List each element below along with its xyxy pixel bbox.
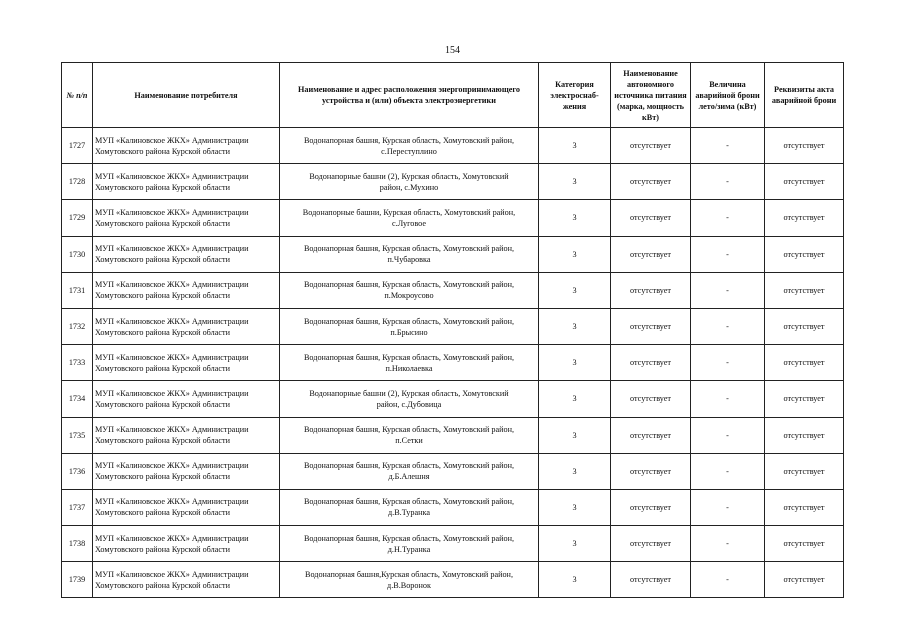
object-line: район, с.Мухино	[379, 182, 439, 192]
table-row	[62, 345, 844, 381]
reserve-cell: -	[691, 200, 765, 236]
category-cell: 3	[539, 345, 611, 381]
object-line: д.Н.Туранка	[387, 544, 431, 554]
table-row	[62, 417, 844, 453]
object-line: Водонапорная башня,Курская область, Хомутовский район,	[304, 569, 513, 579]
consumer-line: МУП «Калиновское ЖКХ» Администрации	[95, 135, 249, 145]
source-cell: отсутствует	[611, 128, 691, 164]
reserve-cell: -	[691, 417, 765, 453]
act-cell: отсутствует	[765, 417, 844, 453]
table-row	[62, 526, 844, 562]
source-cell: отсутствует	[611, 272, 691, 308]
object-line: д.Б.Алешня	[388, 472, 430, 482]
category-cell: 3	[539, 236, 611, 272]
consumer-line: Хомутовского района Курской области	[95, 182, 230, 192]
object-cell	[280, 489, 539, 525]
act-cell: отсутствует	[765, 526, 844, 562]
object-line: Водонапорная башня, Курская область, Хомутовский район,	[303, 316, 515, 326]
object-cell	[280, 272, 539, 308]
page-number: 154	[445, 45, 460, 56]
consumer-line: МУП «Калиновское ЖКХ» Администрации	[95, 497, 249, 507]
act-cell: отсутствует	[765, 128, 844, 164]
object-line: Водонапорная башня, Курская область, Хомутовский район,	[303, 533, 515, 543]
object-line: с.Луговое	[391, 218, 426, 228]
category-cell: 3	[539, 308, 611, 344]
object-line: п.Чубаровка	[387, 255, 431, 265]
table-body	[62, 128, 844, 598]
table-row	[62, 453, 844, 489]
object-line: район, с.Дубовица	[376, 399, 442, 409]
header-act: Реквизиты акта аварийной брони	[765, 63, 844, 128]
row-number: 1732	[62, 308, 93, 344]
reserve-cell: -	[691, 128, 765, 164]
table-row	[62, 128, 844, 164]
header-consumer: Наименование потребителя	[93, 63, 280, 128]
act-cell: отсутствует	[765, 345, 844, 381]
source-cell: отсутствует	[611, 164, 691, 200]
consumer-cell	[93, 308, 280, 344]
object-line: п.Брысино	[390, 327, 428, 337]
object-cell	[280, 128, 539, 164]
reserve-cell: -	[691, 236, 765, 272]
row-number: 1738	[62, 526, 93, 562]
source-cell: отсутствует	[611, 308, 691, 344]
reserve-cell: -	[691, 526, 765, 562]
category-cell: 3	[539, 489, 611, 525]
object-cell	[280, 345, 539, 381]
row-number: 1739	[62, 562, 93, 598]
consumer-cell	[93, 236, 280, 272]
reserve-cell: -	[691, 164, 765, 200]
consumer-line: Хомутовского района Курской области	[95, 291, 230, 301]
reserve-cell: -	[691, 453, 765, 489]
consumer-line: Хомутовского района Курской области	[95, 544, 230, 554]
category-cell: 3	[539, 417, 611, 453]
consumer-line: МУП «Калиновское ЖКХ» Администрации	[95, 425, 249, 435]
consumer-line: Хомутовского района Курской области	[95, 218, 230, 228]
reserve-cell: -	[691, 345, 765, 381]
row-number: 1730	[62, 236, 93, 272]
consumer-cell	[93, 272, 280, 308]
reserve-cell: -	[691, 381, 765, 417]
consumer-line: МУП «Калиновское ЖКХ» Администрации	[95, 569, 249, 579]
act-cell: отсутствует	[765, 308, 844, 344]
reserve-cell: -	[691, 272, 765, 308]
object-cell	[280, 200, 539, 236]
consumer-line: МУП «Калиновское ЖКХ» Администрации	[95, 207, 249, 217]
act-cell: отсутствует	[765, 453, 844, 489]
object-line: Водонапорная башня, Курская область, Хомутовский район,	[303, 280, 515, 290]
object-cell	[280, 526, 539, 562]
table-row	[62, 236, 844, 272]
row-number: 1731	[62, 272, 93, 308]
row-number: 1729	[62, 200, 93, 236]
header-row	[62, 63, 844, 128]
reserve-cell: -	[691, 308, 765, 344]
table-row	[62, 308, 844, 344]
consumer-cell	[93, 200, 280, 236]
header-category: Категория электроснаб-жения	[539, 63, 611, 128]
consumer-line: Хомутовского района Курской области	[95, 436, 230, 446]
consumer-cell	[93, 526, 280, 562]
consumer-line: МУП «Калиновское ЖКХ» Администрации	[95, 533, 249, 543]
act-cell: отсутствует	[765, 236, 844, 272]
object-line: Водонапорная башня, Курская область, Хомутовский район,	[303, 461, 515, 471]
consumer-cell	[93, 128, 280, 164]
table-row	[62, 164, 844, 200]
category-cell: 3	[539, 526, 611, 562]
object-cell	[280, 236, 539, 272]
consumer-line: Хомутовского района Курской области	[95, 363, 230, 373]
object-line: Водонапорная башня, Курская область, Хомутовский район,	[303, 497, 515, 507]
object-line: Водонапорная башня, Курская область, Хомутовский район,	[303, 425, 515, 435]
object-line: Водонапорные башни (2), Курская область, Хомутовский	[309, 171, 509, 181]
consumer-cell	[93, 345, 280, 381]
table-row	[62, 272, 844, 308]
category-cell: 3	[539, 128, 611, 164]
source-cell: отсутствует	[611, 562, 691, 598]
object-line: п.Мокроусово	[384, 291, 434, 301]
header-source: Наименование автономного источника питания (марка, мощность кВт)	[611, 63, 691, 128]
object-cell	[280, 381, 539, 417]
object-cell	[280, 453, 539, 489]
table-row	[62, 381, 844, 417]
consumer-line: Хомутовского района Курской области	[95, 146, 230, 156]
object-cell	[280, 562, 539, 598]
consumer-cell	[93, 381, 280, 417]
source-cell: отсутствует	[611, 453, 691, 489]
category-cell: 3	[539, 200, 611, 236]
consumer-line: Хомутовского района Курской области	[95, 508, 230, 518]
object-line: д.В.Туранка	[387, 508, 430, 518]
row-number: 1734	[62, 381, 93, 417]
reserve-cell: -	[691, 489, 765, 525]
consumer-cell	[93, 417, 280, 453]
act-cell: отсутствует	[765, 381, 844, 417]
header-no: № п/п	[62, 63, 93, 128]
act-cell: отсутствует	[765, 164, 844, 200]
header-object: Наименование и адрес расположения энергопринимающего устройства и (или) объекта электроэнергетики	[280, 63, 539, 128]
table-row	[62, 489, 844, 525]
object-line: п.Николаевка	[385, 363, 433, 373]
category-cell: 3	[539, 272, 611, 308]
consumer-line: Хомутовского района Курской области	[95, 580, 230, 590]
source-cell: отсутствует	[611, 236, 691, 272]
row-number: 1728	[62, 164, 93, 200]
emergency-reserve-table	[61, 62, 844, 598]
category-cell: 3	[539, 562, 611, 598]
object-cell	[280, 308, 539, 344]
consumer-line: МУП «Калиновское ЖКХ» Администрации	[95, 244, 249, 254]
act-cell: отсутствует	[765, 562, 844, 598]
object-line: с.Переступлино	[381, 146, 437, 156]
row-number: 1737	[62, 489, 93, 525]
consumer-line: МУП «Калиновское ЖКХ» Администрации	[95, 352, 249, 362]
object-line: п.Сетки	[395, 436, 423, 446]
object-cell	[280, 164, 539, 200]
consumer-line: Хомутовского района Курской области	[95, 255, 230, 265]
source-cell: отсутствует	[611, 526, 691, 562]
object-cell	[280, 417, 539, 453]
object-line: Водонапорная башня, Курская область, Хомутовский район,	[303, 135, 515, 145]
act-cell: отсутствует	[765, 489, 844, 525]
header-reserve: Величина аварийной брони лето/зима (кВт)	[691, 63, 765, 128]
source-cell: отсутствует	[611, 489, 691, 525]
object-line: д.В.Воронок	[387, 580, 431, 590]
category-cell: 3	[539, 381, 611, 417]
consumer-line: МУП «Калиновское ЖКХ» Администрации	[95, 461, 249, 471]
object-line: Водонапорные башни, Курская область, Хомутовский район,	[302, 207, 516, 217]
category-cell: 3	[539, 453, 611, 489]
consumer-cell	[93, 453, 280, 489]
act-cell: отсутствует	[765, 272, 844, 308]
row-number: 1733	[62, 345, 93, 381]
consumer-line: Хомутовского района Курской области	[95, 472, 230, 482]
consumer-cell	[93, 164, 280, 200]
consumer-line: МУП «Калиновское ЖКХ» Администрации	[95, 280, 249, 290]
table-row	[62, 200, 844, 236]
source-cell: отсутствует	[611, 200, 691, 236]
source-cell: отсутствует	[611, 381, 691, 417]
act-cell: отсутствует	[765, 200, 844, 236]
object-line: Водонапорная башня, Курская область, Хомутовский район,	[303, 244, 515, 254]
row-number: 1736	[62, 453, 93, 489]
consumer-line: МУП «Калиновское ЖКХ» Администрации	[95, 388, 249, 398]
consumer-line: Хомутовского района Курской области	[95, 399, 230, 409]
object-line: Водонапорная башня, Курская область, Хомутовский район,	[303, 352, 515, 362]
row-number: 1727	[62, 128, 93, 164]
consumer-line: МУП «Калиновское ЖКХ» Администрации	[95, 316, 249, 326]
table-row	[62, 562, 844, 598]
category-cell: 3	[539, 164, 611, 200]
consumer-line: МУП «Калиновское ЖКХ» Администрации	[95, 171, 249, 181]
object-line: Водонапорные башни (2), Курская область, Хомутовский	[309, 388, 509, 398]
consumer-line: Хомутовского района Курской области	[95, 327, 230, 337]
consumer-cell	[93, 489, 280, 525]
consumer-cell	[93, 562, 280, 598]
reserve-cell: -	[691, 562, 765, 598]
row-number: 1735	[62, 417, 93, 453]
source-cell: отсутствует	[611, 345, 691, 381]
source-cell: отсутствует	[611, 417, 691, 453]
